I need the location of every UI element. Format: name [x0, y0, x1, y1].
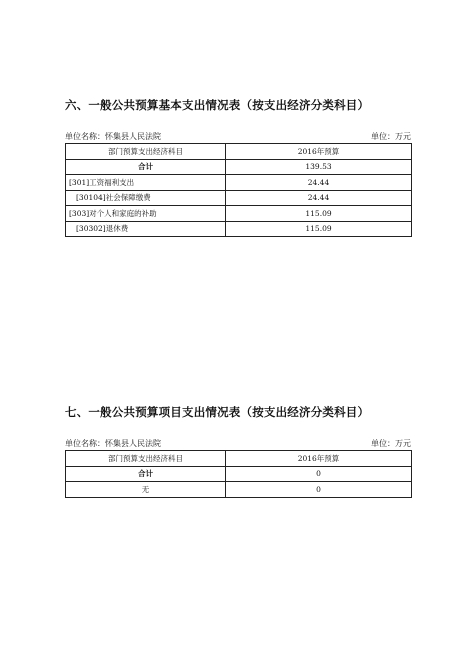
- column-header-subject: 部门预算支出经济科目: [66, 144, 226, 160]
- basic-expenditure-table: [65, 143, 412, 237]
- table-row: [66, 221, 412, 237]
- project-expenditure-title: 七、一般公共预算项目支出情况表（按支出经济分类科目）: [65, 405, 370, 419]
- table-row: [66, 206, 412, 222]
- row-value: 115.09: [226, 206, 412, 222]
- row-value: 139.53: [226, 159, 412, 175]
- row-value: 0: [226, 482, 412, 498]
- row-label: [30302]退休费: [66, 221, 226, 237]
- table-row: [66, 159, 412, 175]
- column-header-subject: 部门预算支出经济科目: [66, 451, 226, 467]
- basic-unit: 单位：万元: [371, 132, 411, 141]
- project-unit: 单位：万元: [371, 439, 411, 448]
- basic-expenditure-title: 六、一般公共预算基本支出情况表（按支出经济分类科目）: [65, 98, 370, 112]
- project-unit-name: 单位名称：怀集县人民法院: [65, 439, 161, 448]
- row-label-total: 合计: [66, 159, 226, 175]
- column-header-budget: 2016年预算: [226, 144, 412, 160]
- row-value: 24.44: [226, 190, 412, 206]
- row-label: [30104]社会保障缴费: [66, 190, 226, 206]
- project-expenditure-table: [65, 450, 412, 498]
- table-header-row: [66, 451, 412, 467]
- row-value: 0: [226, 466, 412, 482]
- row-label: [303]对个人和家庭的补助: [66, 206, 226, 222]
- row-value: 24.44: [226, 175, 412, 191]
- basic-expenditure-section: [65, 97, 411, 237]
- table-row: [66, 175, 412, 191]
- table-row: [66, 482, 412, 498]
- basic-meta-row: [65, 132, 411, 142]
- column-header-budget: 2016年预算: [226, 451, 412, 467]
- table-header-row: [66, 144, 412, 160]
- row-label: 无: [66, 482, 226, 498]
- row-label-total: 合计: [66, 466, 226, 482]
- table-row: [66, 190, 412, 206]
- table-row: [66, 466, 412, 482]
- row-label: [301]工资福利支出: [66, 175, 226, 191]
- row-value: 115.09: [226, 221, 412, 237]
- basic-unit-name: 单位名称：怀集县人民法院: [65, 132, 161, 141]
- project-meta-row: [65, 439, 411, 449]
- project-expenditure-section: [65, 404, 411, 498]
